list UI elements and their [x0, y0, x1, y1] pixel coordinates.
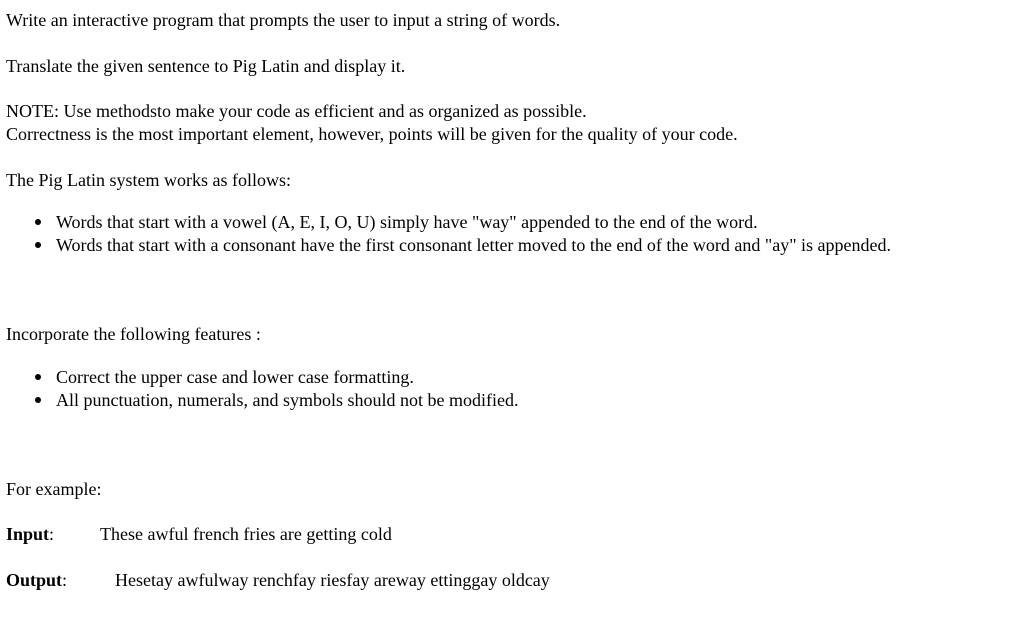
example-input-row [6, 523, 54, 545]
example-output-row [6, 569, 67, 591]
bullet-icon [35, 219, 41, 225]
rule-vowel: Words that start with a vowel (A, E, I, O, U) simply have "way" appended to the end of the word. [56, 212, 758, 232]
output-label: Output [6, 570, 63, 590]
bullet-icon [35, 242, 41, 248]
example-output-value: Hesetay awfulway renchfay riesfay areway ettinggay oldcay [115, 570, 550, 590]
features-heading: Incorporate the following features : [6, 324, 261, 344]
system-heading: The Pig Latin system works as follows: [6, 170, 291, 190]
intro-line-1: Write an interactive program that prompts the user to input a string of words. [6, 10, 561, 30]
output-colon: : [62, 570, 68, 590]
bullet-icon [35, 397, 41, 403]
example-input-value: These awful french fries are getting cold [100, 524, 392, 544]
example-heading: For example: [6, 479, 102, 499]
note-line-2: Correctness is the most important element, however, points will be given for the quality of your code. [6, 124, 738, 144]
note-line-1: NOTE: Use methodsto make your code as efficient and as organized as possible. [6, 101, 587, 121]
feature-case: Correct the upper case and lower case formatting. [56, 367, 414, 387]
feature-punctuation: All punctuation, numerals, and symbols should not be modified. [56, 390, 519, 410]
intro-line-2: Translate the given sentence to Pig Latin and display it. [6, 56, 406, 76]
input-label: Input [6, 524, 50, 544]
rule-consonant: Words that start with a consonant have the first consonant letter moved to the end of the word and "ay" is appended. [56, 235, 892, 255]
input-colon: : [49, 524, 55, 544]
bullet-icon [35, 374, 41, 380]
